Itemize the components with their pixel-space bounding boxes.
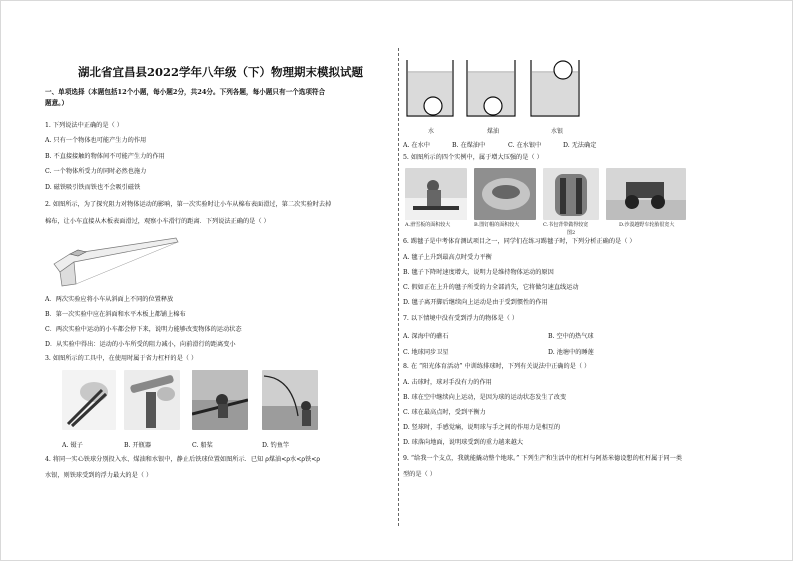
q2-stem-cont: 棉布，让小车直接从木板表面滑过，观察小车滑行的距离．下列说法正确的是（ ） bbox=[45, 218, 270, 225]
q6-option-b: B. 毽子下降时速度增大，说明力是维持物体运动的原因 bbox=[403, 269, 554, 276]
q7-option-d: D. 池塘中的睡莲 bbox=[548, 349, 594, 356]
q5-caption-c: C.书包背带做得较宽 bbox=[543, 222, 589, 228]
thumbtack-photo bbox=[474, 168, 536, 220]
q5-caption-a: A.滑雪板的面积较大 bbox=[405, 222, 451, 228]
q7-option-a: A. 深海中的礁石 bbox=[403, 333, 449, 340]
q6-stem: 6. 踢毽子是中考体育测试项目之一，同学们在练习踢毽子时，下列分析正确的是（ ） bbox=[403, 238, 636, 245]
q6-option-a: A. 毽子上升到最高点时受力平衡 bbox=[403, 254, 492, 261]
desert-vehicle-photo bbox=[606, 168, 686, 220]
q3-option-d: D. 钓鱼竿 bbox=[262, 442, 290, 449]
section-heading: 一、单项选择（本题包括12个小题，每小题2分，共24分。下列各题，每小题只有一个选项符合 bbox=[45, 88, 326, 96]
paper-title: 湖北省宜昌县2022学年八年级（下）物理期末模拟试题 bbox=[78, 65, 364, 79]
beaker-label-water: 水 bbox=[428, 128, 435, 135]
q8-option-e: D. 球落向地面，说明球受到的重力越来越大 bbox=[403, 439, 524, 446]
q1-option-b: B. 不直接接触的物体间不可能产生力的作用 bbox=[45, 153, 165, 160]
tweezers-photo bbox=[62, 370, 116, 430]
q3-option-b: B. 开瓶器 bbox=[124, 442, 152, 449]
snowboard-photo bbox=[405, 168, 467, 220]
q8-option-c: C. 球在最高点时，受到平衡力 bbox=[403, 409, 486, 416]
q9-stem-cont: 型的是（ ） bbox=[403, 471, 436, 478]
q1-option-a: A. 只有一个物体也可能产生力的作用 bbox=[45, 137, 147, 144]
q1-option-d: D. 磁铁吸引铁而铁也不会吸引磁铁 bbox=[45, 184, 141, 191]
fishing-rod-photo bbox=[262, 370, 318, 430]
q8-option-a: A. 击球时，球对手没有力的作用 bbox=[403, 379, 492, 386]
backpack-photo bbox=[543, 168, 599, 220]
q4-stem: 4. 将同一实心铁球分别投入水、煤油和水银中，静止后铁球位置如图所示．已知 ρ煤油<ρ水<ρ铁<ρ bbox=[45, 456, 321, 463]
q3-option-c: C. 船桨 bbox=[192, 442, 213, 449]
q8-stem: 8. 在 “阳光体育活动” 中训练排球时，下列有关说法中正确的是（ ） bbox=[403, 363, 591, 370]
q4-option-d: D. 无法确定 bbox=[563, 142, 597, 149]
q6-option-c: C. 假如正在上升的毽子所受的力全部消失，它将做匀速直线运动 bbox=[403, 284, 579, 291]
q2-option-d: D．从实验中得出：运动的小车所受的阻力减小，向前滑行的距离变小 bbox=[45, 341, 236, 348]
q6-option-d: D. 毽子离开脚后继续向上运动是由于受到惯性的作用 bbox=[403, 299, 548, 306]
q3-stem: 3. 如图所示的工具中，在使用时属于省力杠杆的是（ ） bbox=[45, 355, 198, 362]
incline-ramp-figure bbox=[50, 232, 190, 288]
section-heading-cont: 题意。） bbox=[45, 99, 69, 107]
q7-option-b: B. 空中的热气球 bbox=[548, 333, 594, 340]
q4-option-c: C. 在水银中 bbox=[508, 142, 542, 149]
q2-option-b: B．第一次实验中应在斜面和水平木板上都铺上棉布 bbox=[45, 311, 186, 318]
q2-option-a: A．两次实验应将小车从斜面上不同的位置释放 bbox=[45, 296, 174, 303]
q7-option-c: C. 地球同步卫星 bbox=[403, 349, 449, 356]
q5-caption-b: B.图钉帽的面积较大 bbox=[474, 222, 520, 228]
beaker-label-mercury: 水银 bbox=[551, 128, 564, 135]
boat-oar-photo bbox=[192, 370, 248, 430]
q4-option-a: A. 在水中 bbox=[403, 142, 430, 149]
q3-option-a: A. 镊子 bbox=[62, 442, 83, 449]
q5-stem: 5. 如图所示的四个实例中，属于增大压强的是（ ） bbox=[403, 154, 543, 161]
q1-option-c: C. 一个物体所受力的同时必然也施力 bbox=[45, 168, 147, 175]
q8-option-b: B. 球在空中继续向上运动，是因为球的运动状态发生了改变 bbox=[403, 394, 567, 401]
q4-stem-cont: 水银，则铁球受到的浮力最大的是（ ） bbox=[45, 472, 153, 479]
column-divider bbox=[398, 48, 399, 526]
q7-stem: 7. 以下情境中没有受到浮力的物体是（ ） bbox=[403, 315, 519, 322]
three-beakers-figure bbox=[403, 58, 583, 124]
q4-option-b: B. 在煤油中 bbox=[452, 142, 486, 149]
q8-option-d: D. 竖球时，手感觉痛，说明球与手之间的作用力是相互的 bbox=[403, 424, 561, 431]
q2-option-c: C．两次实验中运动的小车都会停下来，说明力能够改变物体的运动状态 bbox=[45, 326, 242, 333]
q5-caption-d: D.沙漠越野车轮胎很宽大 bbox=[619, 222, 675, 228]
bottle-opener-photo bbox=[124, 370, 180, 430]
q5-figure-label: 图2 bbox=[567, 230, 576, 236]
q2-stem: 2. 如图所示，为了探究阻力对物体运动的影响，第一次实验时让小车从棉布表面滑过，第二次实验时去掉 bbox=[45, 201, 332, 208]
q9-stem: 9. “给我一个支点，我就能撬动整个地球。” 下列生产和生活中的杠杆与阿基米德设想的杠杆属于同一类 bbox=[403, 455, 683, 462]
beaker-label-kerosene: 煤油 bbox=[487, 128, 500, 135]
q1-stem: 1. 下列说法中正确的是（ ） bbox=[45, 122, 123, 129]
